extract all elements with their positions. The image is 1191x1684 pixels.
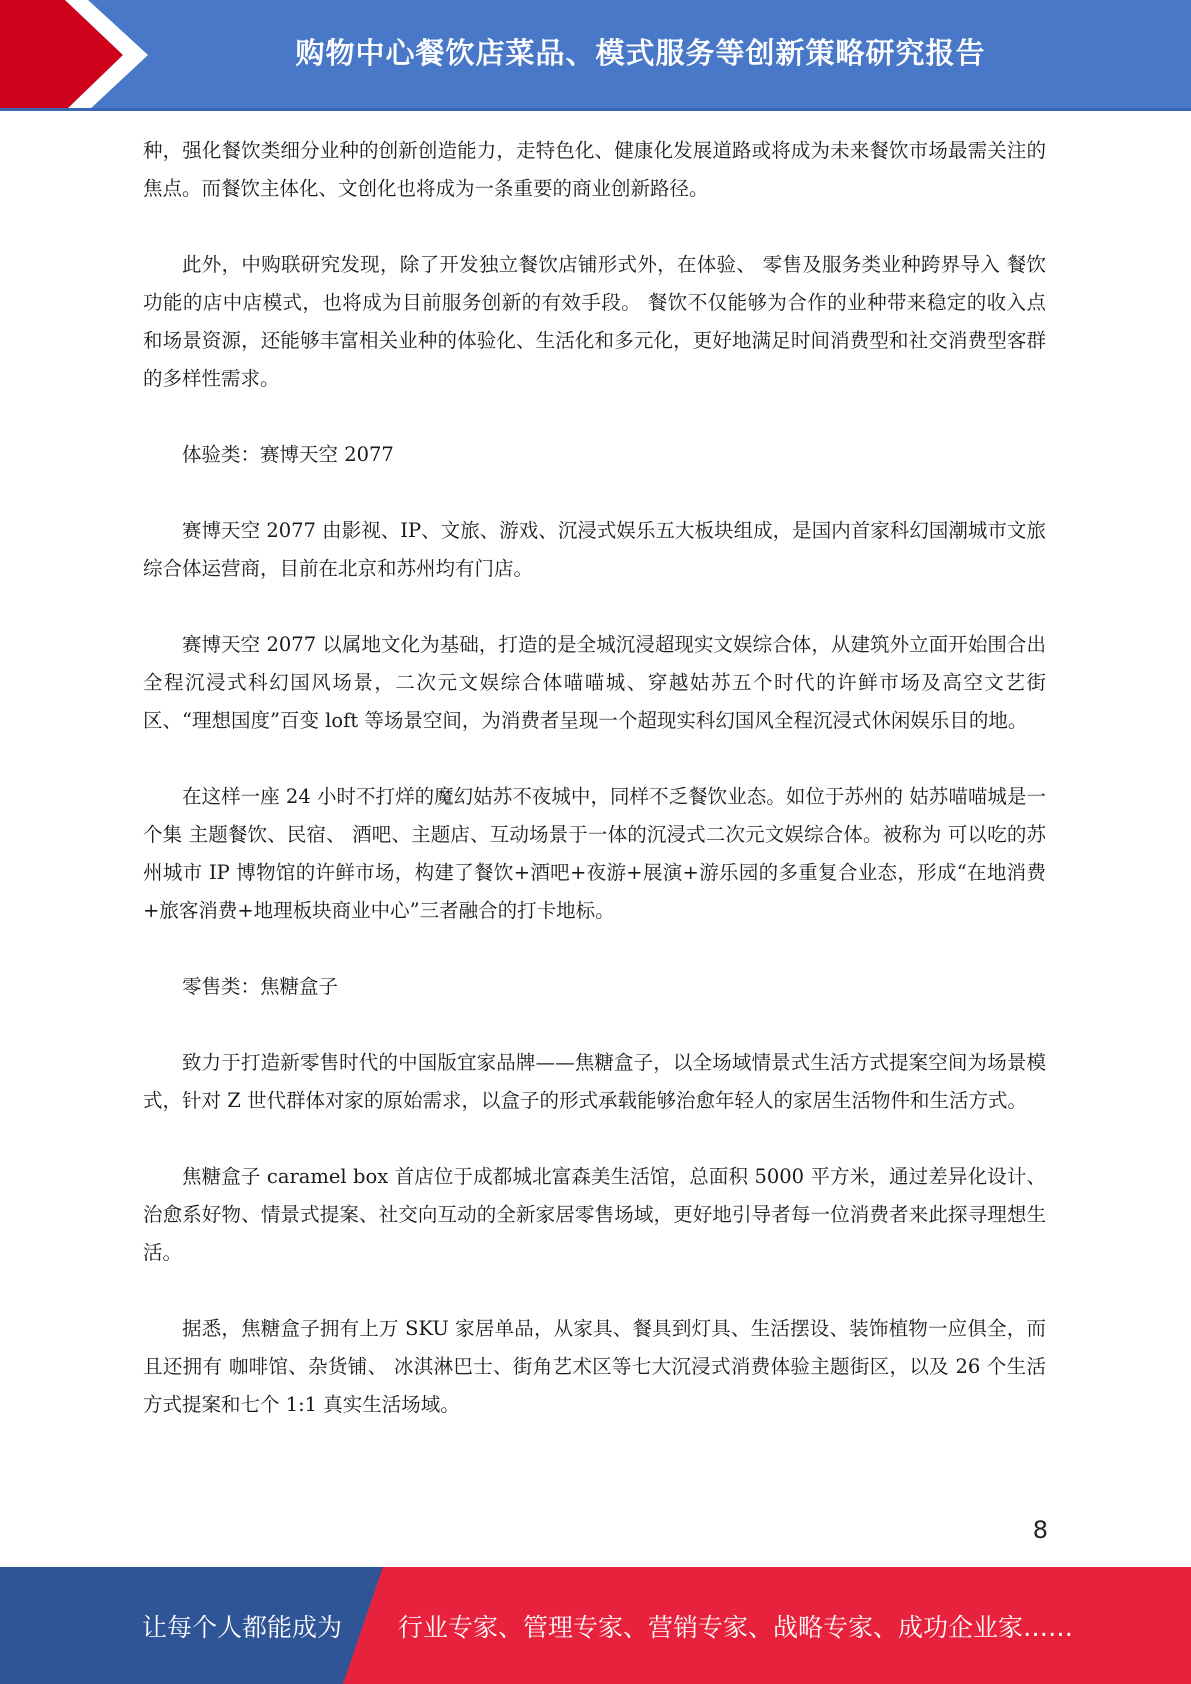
page-footer (0, 1567, 1191, 1684)
page-header (0, 0, 1191, 111)
paragraph-cyber-sky-intro: 赛博天空 2077 由影视、IP、文旅、游戏、沉浸式娱乐五大板块组成，是国内首家科幻国潮城市文旅综合体运营商，目前在北京和苏州均有门店。 (143, 519, 1046, 580)
section-heading-experience: 体验类：赛博天空 2077 (182, 443, 394, 466)
section-heading-retail: 零售类：焦糖盒子 (182, 975, 339, 998)
paragraph-caramel-box-sku: 据悉，焦糖盒子拥有上万 SKU 家居单品，从家具、餐具到灯具、生活摆设、装饰植物一应俱全，而且还拥有 咖啡馆、杂货铺、 冰淇淋巴士、街角艺术区等七大沉浸式消费体验主题街区，以及 26 个生活方式提案和七个 1:1 真实生活场域。 (143, 1317, 1046, 1416)
paragraph-caramel-box-intro: 致力于打造新零售时代的中国版宜家品牌——焦糖盒子，以全场域情景式生活方式提案空间为场景模式，针对 Z 世代群体对家的原始需求，以盒子的形式承载能够治愈年轻人的家居生活物件和生活方式。 (143, 1051, 1046, 1112)
paragraph-caramel-box-store: 焦糖盒子 caramel box 首店位于成都城北富森美生活馆，总面积 5000 平方米，通过差异化设计、治愈系好物、情景式提案、社交向互动的全新家居零售场域，更好地引导者每一位消费者来此探寻理想生活。 (143, 1165, 1046, 1264)
paragraph-continuation: 种，强化餐饮类细分业种的创新创造能力，走特色化、健康化发展道路或将成为未来餐饮市场最需关注的焦点。而餐饮主体化、文创化也将成为一条重要的商业创新路径。 (143, 139, 1046, 200)
paragraph-cyber-sky-scenes: 赛博天空 2077 以属地文化为基础，打造的是全城沉浸超现实文娱综合体，从建筑外立面开始围合出全程沉浸式科幻国风场景，二次元文娱综合体喵喵城、穿越姑苏五个时代的许鲜市场及高空文艺街区、“理想国度”百变 loft 等场景空间，为消费者呈现一个超现实科幻国风全程沉浸式休闲娱乐目的地。 (143, 633, 1046, 732)
footer-slogan-right: 行业专家、管理专家、营销专家、战略专家、成功企业家…… (398, 1612, 1074, 1642)
footer-slogan-left: 让每个人都能成为 (142, 1612, 343, 1642)
report-title: 购物中心餐饮店菜品、模式服务等创新策略研究报告 (295, 35, 986, 70)
paragraph-store-in-store: 此外，中购联研究发现，除了开发独立餐饮店铺形式外，在体验、 零售及服务类业种跨界导入 餐饮功能的店中店模式，也将成为目前服务创新的有效手段。 餐饮不仅能够为合作的业种带来稳定的收入点和场景资源，还能够丰富相关业种的体验化、生活化和多元化，更好地满足时间消费型和社交消费型客群的多样性需求。 (143, 253, 1046, 390)
page-number: 8 (1032, 1516, 1048, 1544)
header-bottom-line (0, 108, 1191, 111)
document-body (143, 132, 1046, 1462)
paragraph-cyber-sky-dining: 在这样一座 24 小时不打烊的魔幻姑苏不夜城中，同样不乏餐饮业态。如位于苏州的 姑苏喵喵城是一个集 主题餐饮、民宿、 酒吧、主题店、互动场景于一体的沉浸式二次元文娱综合体。被称为 可以吃的苏州城市 IP 博物馆的许鲜市场，构建了餐饮+酒吧+夜游+展演+游乐园的多重复合业态，形成“在地消费+旅客消费+地理板块商业中心”三者融合的打卡地标。 (143, 785, 1046, 922)
